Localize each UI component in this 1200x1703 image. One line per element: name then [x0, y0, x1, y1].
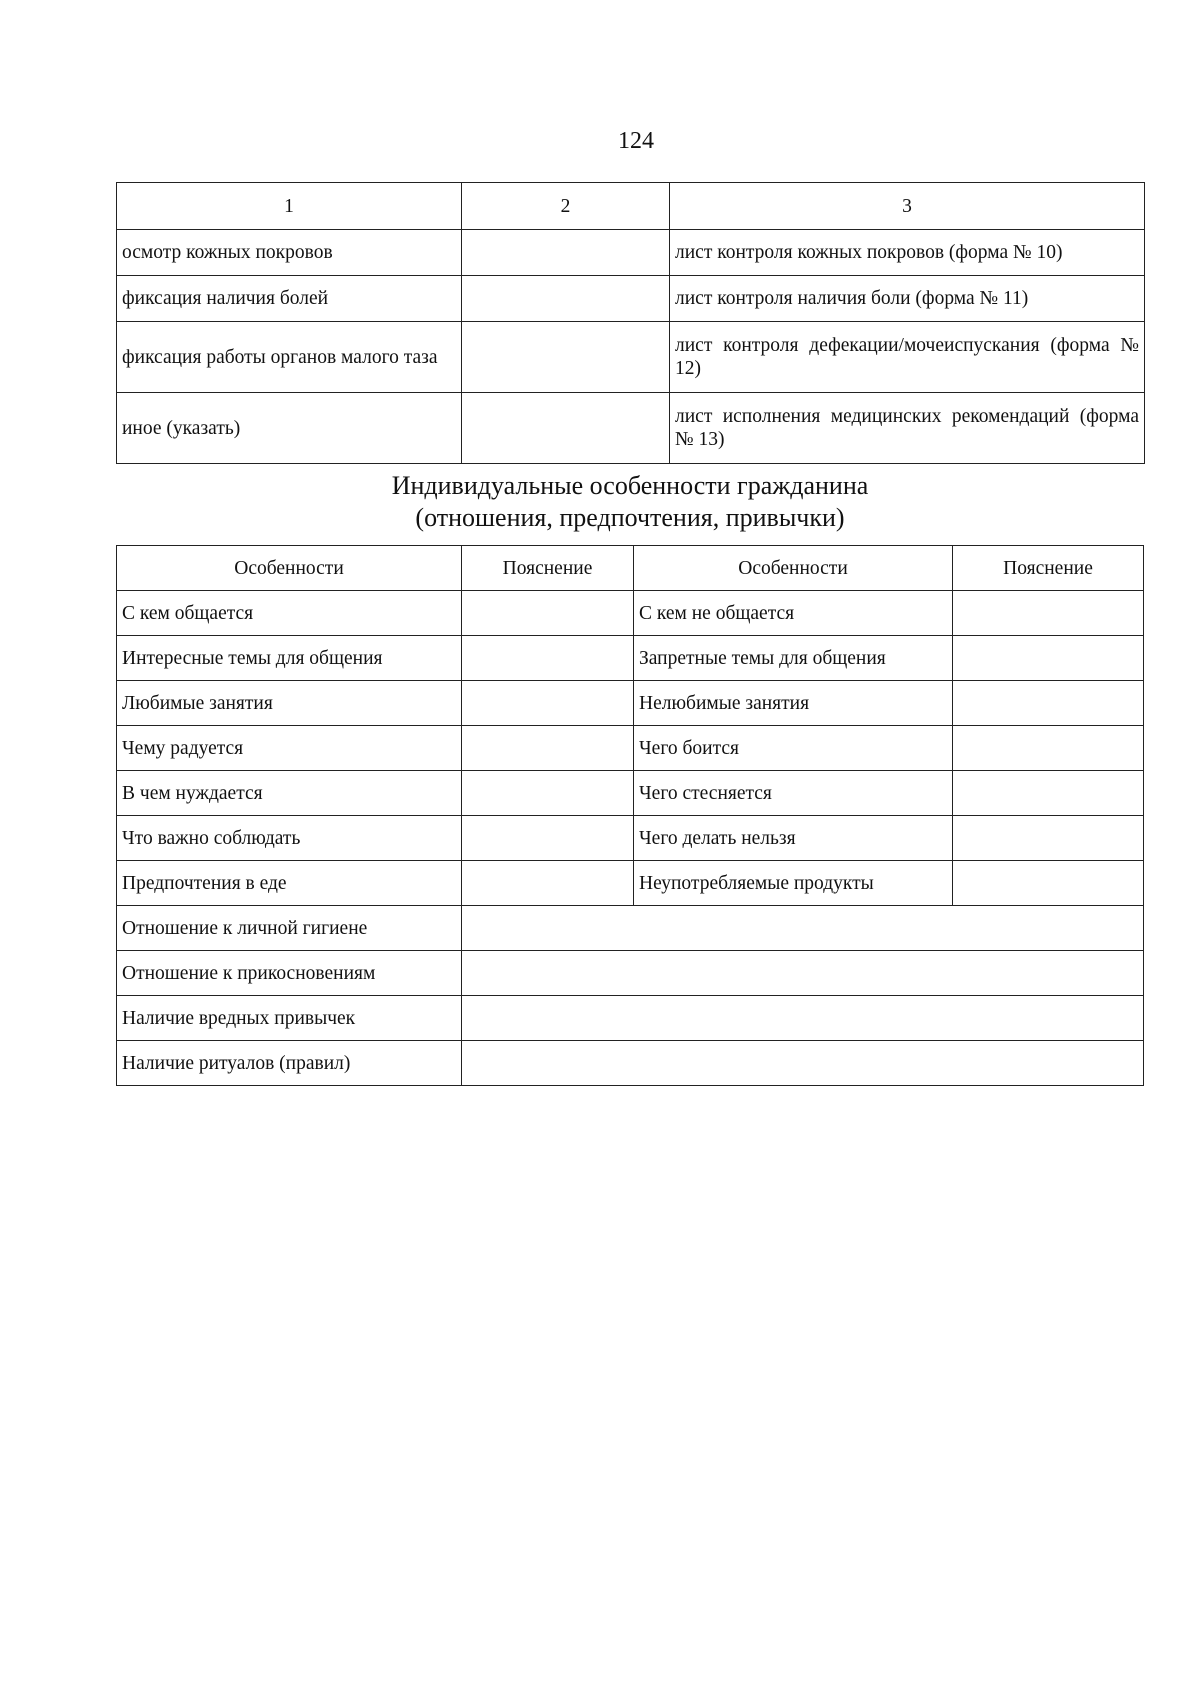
feature-label: Чего стесняется — [634, 771, 953, 816]
table-row — [117, 906, 1144, 951]
explanation-cell[interactable] — [462, 816, 634, 861]
explanation-cell[interactable] — [953, 816, 1144, 861]
blank-cell[interactable] — [462, 230, 670, 276]
explanation-cell[interactable] — [462, 906, 1144, 951]
blank-cell[interactable] — [462, 393, 670, 464]
blank-cell[interactable] — [462, 276, 670, 322]
section-title-line-1: Индивидуальные особенности гражданина — [391, 471, 869, 500]
activity-cell: фиксация работы органов малого таза — [117, 322, 462, 393]
care-activities-table — [116, 182, 1145, 464]
section-title-line-2: (отношения, предпочтения, привычки) — [415, 503, 845, 532]
column-header-explanation: Пояснение — [462, 546, 634, 591]
feature-label: Интересные темы для общения — [117, 636, 462, 681]
table-row — [117, 393, 1145, 464]
explanation-cell[interactable] — [462, 951, 1144, 996]
table-row — [117, 276, 1145, 322]
column-header-features: Особенности — [634, 546, 953, 591]
column-header-explanation: Пояснение — [953, 546, 1144, 591]
feature-label: Чего боится — [634, 726, 953, 771]
form-reference-cell: лист контроля кожных покровов (форма № 10) — [670, 230, 1145, 276]
explanation-cell[interactable] — [953, 591, 1144, 636]
activity-cell: осмотр кожных покровов — [117, 230, 462, 276]
page-number: 124 — [618, 128, 654, 154]
activity-cell: фиксация наличия болей — [117, 276, 462, 322]
feature-label: Отношение к личной гигиене — [117, 906, 462, 951]
feature-label: Наличие вредных привычек — [117, 996, 462, 1041]
explanation-cell[interactable] — [953, 861, 1144, 906]
feature-label: Любимые занятия — [117, 681, 462, 726]
column-header-1: 1 — [117, 183, 462, 230]
explanation-cell[interactable] — [462, 681, 634, 726]
table-row — [117, 636, 1144, 681]
table-row — [117, 861, 1144, 906]
explanation-cell[interactable] — [462, 861, 634, 906]
feature-label: Нелюбимые занятия — [634, 681, 953, 726]
form-reference-cell: лист контроля наличия боли (форма № 11) — [670, 276, 1145, 322]
feature-label: С кем не общается — [634, 591, 953, 636]
explanation-cell[interactable] — [462, 726, 634, 771]
table-header-row — [117, 546, 1144, 591]
activity-cell: иное (указать) — [117, 393, 462, 464]
section-title — [116, 470, 1144, 534]
table-row — [117, 322, 1145, 393]
feature-label: Предпочтения в еде — [117, 861, 462, 906]
explanation-cell[interactable] — [462, 1041, 1144, 1086]
table-row — [117, 816, 1144, 861]
blank-cell[interactable] — [462, 322, 670, 393]
table-row — [117, 951, 1144, 996]
explanation-cell[interactable] — [953, 771, 1144, 816]
table-row — [117, 591, 1144, 636]
table-row — [117, 726, 1144, 771]
table-header-row — [117, 183, 1145, 230]
column-header-2: 2 — [462, 183, 670, 230]
individual-features-table — [116, 545, 1144, 1086]
explanation-cell[interactable] — [462, 636, 634, 681]
explanation-cell[interactable] — [462, 996, 1144, 1041]
table-row — [117, 230, 1145, 276]
table-row — [117, 681, 1144, 726]
table-row — [117, 1041, 1144, 1086]
column-header-3: 3 — [670, 183, 1145, 230]
explanation-cell[interactable] — [953, 681, 1144, 726]
feature-label: Неупотребляемые продукты — [634, 861, 953, 906]
column-header-features: Особенности — [117, 546, 462, 591]
feature-label: Чего делать нельзя — [634, 816, 953, 861]
explanation-cell[interactable] — [462, 591, 634, 636]
feature-label: Отношение к прикосновениям — [117, 951, 462, 996]
feature-label: Что важно соблюдать — [117, 816, 462, 861]
feature-label: Чему радуется — [117, 726, 462, 771]
form-reference-cell: лист исполнения медицинских рекомендаций (форма № 13) — [670, 393, 1145, 464]
table-row — [117, 996, 1144, 1041]
form-reference-cell: лист контроля дефекации/мочеиспускания (форма № 12) — [670, 322, 1145, 393]
explanation-cell[interactable] — [953, 636, 1144, 681]
explanation-cell[interactable] — [462, 771, 634, 816]
explanation-cell[interactable] — [953, 726, 1144, 771]
feature-label: С кем общается — [117, 591, 462, 636]
feature-label: Запретные темы для общения — [634, 636, 953, 681]
table-row — [117, 771, 1144, 816]
feature-label: Наличие ритуалов (правил) — [117, 1041, 462, 1086]
feature-label: В чем нуждается — [117, 771, 462, 816]
